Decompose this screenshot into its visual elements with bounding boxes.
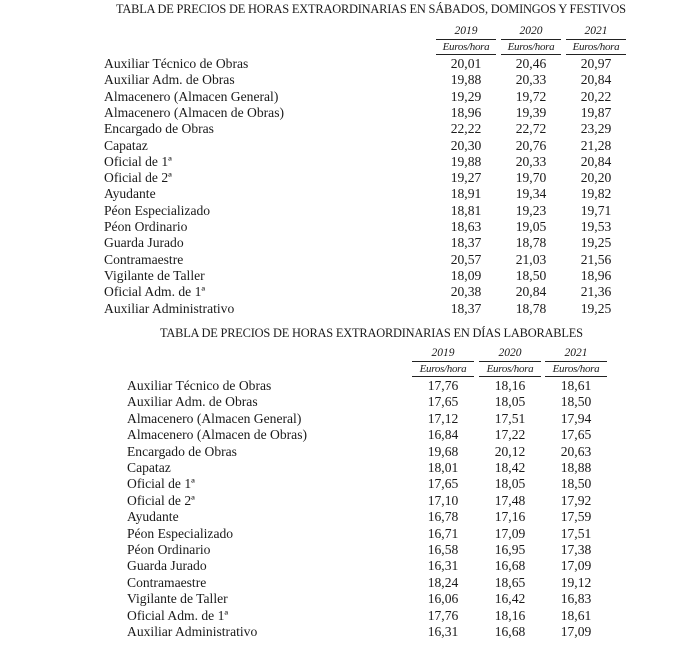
cell-value: 17,92 (560, 492, 592, 508)
cell-value: 17,22 (494, 427, 526, 443)
cell-value: 20,01 (450, 56, 482, 71)
cell-value: 17,16 (494, 509, 526, 525)
table-row (127, 624, 607, 640)
cell-value: 21,56 (580, 251, 612, 267)
row-label: Oficial de 2ª (104, 170, 172, 186)
cell-value: 18,50 (560, 394, 592, 410)
table-row (104, 89, 626, 105)
row-label: Auxiliar Adm. de Obras (127, 394, 258, 410)
table-row (127, 476, 607, 492)
cell-value: 17,76 (427, 607, 459, 623)
cell-value: 19,23 (515, 202, 547, 218)
table-row (104, 56, 626, 72)
cell-value: 18,50 (515, 267, 547, 283)
table-row (127, 575, 607, 591)
cell-value: 19,34 (515, 186, 547, 202)
cell-value: 18,91 (450, 186, 482, 202)
table-row (127, 427, 607, 443)
table-row (104, 301, 626, 317)
column-header-2 (566, 25, 626, 55)
row-label: Péon Ordinario (127, 542, 211, 557)
row-label: Auxiliar Adm. de Obras (104, 72, 235, 88)
table-row (104, 252, 626, 268)
cell-value: 21,03 (515, 251, 547, 267)
row-label: Oficial Adm. de 1ª (104, 284, 206, 300)
row-label: Almacenero (Almacen de Obras) (127, 427, 308, 443)
column-unit: Euros/hora (501, 40, 561, 55)
table-row (104, 186, 626, 202)
row-label: Almacenero (Almacen de Obras) (104, 104, 285, 120)
cell-value: 16,83 (560, 591, 592, 607)
row-label: Almacenero (Almacen General) (127, 410, 302, 426)
row-label: Auxiliar Administrativo (104, 300, 235, 316)
cell-value: 21,36 (580, 284, 612, 300)
cell-value: 18,16 (494, 607, 526, 623)
row-label: Oficial Adm. de 1ª (127, 607, 229, 623)
cell-value: 20,46 (515, 56, 547, 71)
cell-value: 16,68 (494, 558, 526, 574)
cell-value: 17,51 (560, 525, 592, 541)
cell-value: 20,76 (515, 137, 547, 153)
row-label: Contramaestre (104, 251, 184, 267)
cell-value: 19,72 (515, 88, 547, 104)
table-row (104, 170, 626, 186)
cell-value: 22,22 (450, 121, 482, 137)
row-label: Guarda Jurado (127, 558, 207, 574)
column-unit: Euros/hora (479, 362, 541, 377)
column-unit: Euros/hora (566, 40, 626, 55)
column-year: 2019 (412, 347, 474, 362)
column-year: 2019 (436, 25, 496, 40)
row-label: Ayudante (127, 509, 179, 525)
cell-value: 19,29 (450, 88, 482, 104)
row-label: Vigilante de Taller (104, 267, 205, 283)
cell-value: 18,05 (494, 394, 526, 410)
cell-value: 16,06 (427, 591, 459, 607)
table-row (104, 105, 626, 121)
table-row (127, 444, 607, 460)
table-row (104, 219, 626, 235)
column-header-1 (479, 347, 541, 377)
column-year: 2020 (479, 347, 541, 362)
cell-value: 20,30 (450, 137, 482, 153)
cell-value: 18,37 (450, 235, 482, 251)
cell-value: 20,33 (515, 153, 547, 169)
cell-value: 18,96 (580, 267, 612, 283)
row-label: Contramaestre (127, 574, 207, 590)
cell-value: 16,31 (427, 624, 459, 639)
cell-value: 19,71 (580, 202, 612, 218)
cell-value: 16,31 (427, 558, 459, 574)
cell-value: 20,12 (494, 443, 526, 459)
row-label: Péon Especializado (104, 202, 211, 218)
column-year: 2021 (566, 25, 626, 40)
cell-value: 18,50 (560, 476, 592, 492)
table-row (127, 378, 607, 394)
column-header-0 (436, 25, 496, 55)
column-header-0 (412, 347, 474, 377)
row-label: Oficial de 1ª (104, 153, 172, 169)
cell-value: 19,68 (427, 443, 459, 459)
cell-value: 19,82 (580, 186, 612, 202)
cell-value: 19,70 (515, 170, 547, 186)
cell-value: 18,78 (515, 235, 547, 251)
cell-value: 17,94 (560, 410, 592, 426)
cell-value: 16,68 (494, 624, 526, 639)
cell-value: 17,51 (494, 410, 526, 426)
cell-value: 19,25 (580, 300, 612, 316)
cell-value: 18,88 (560, 460, 592, 475)
table-row (104, 154, 626, 170)
cell-value: 16,71 (427, 525, 459, 541)
row-label: Oficial de 2ª (127, 492, 195, 508)
column-year: 2020 (501, 25, 561, 40)
row-label: Péon Ordinario (104, 219, 188, 234)
cell-value: 20,22 (580, 88, 612, 104)
cell-value: 17,09 (560, 558, 592, 574)
cell-value: 19,12 (560, 574, 592, 590)
row-label: Capataz (127, 460, 171, 475)
column-unit: Euros/hora (436, 40, 496, 55)
table-row (104, 284, 626, 300)
cell-value: 17,38 (560, 542, 592, 557)
cell-value: 19,25 (580, 235, 612, 251)
cell-value: 18,61 (560, 607, 592, 623)
cell-value: 22,72 (515, 121, 547, 137)
column-header-2 (545, 347, 607, 377)
row-label: Auxiliar Administrativo (127, 624, 258, 639)
row-label: Oficial de 1ª (127, 476, 195, 492)
table-row (127, 526, 607, 542)
table-row (127, 493, 607, 509)
cell-value: 17,48 (494, 492, 526, 508)
row-label: Auxiliar Técnico de Obras (104, 56, 249, 71)
column-year: 2021 (545, 347, 607, 362)
table-row (104, 203, 626, 219)
cell-value: 20,33 (515, 72, 547, 88)
cell-value: 16,95 (494, 542, 526, 557)
cell-value: 17,65 (427, 476, 459, 492)
row-label: Auxiliar Técnico de Obras (127, 378, 272, 393)
cell-value: 16,78 (427, 509, 459, 525)
cell-value: 18,01 (427, 460, 459, 475)
table-row (127, 411, 607, 427)
cell-value: 18,05 (494, 476, 526, 492)
cell-value: 18,96 (450, 104, 482, 120)
cell-value: 20,57 (450, 251, 482, 267)
cell-value: 20,20 (580, 170, 612, 186)
row-label: Ayudante (104, 186, 156, 202)
cell-value: 18,65 (494, 574, 526, 590)
cell-value: 17,09 (494, 525, 526, 541)
cell-value: 16,42 (494, 591, 526, 607)
table-row (104, 121, 626, 137)
table-row (127, 591, 607, 607)
cell-value: 18,81 (450, 202, 482, 218)
cell-value: 19,05 (515, 219, 547, 234)
cell-value: 18,37 (450, 300, 482, 316)
cell-value: 20,63 (560, 443, 592, 459)
cell-value: 17,09 (560, 624, 592, 639)
cell-value: 20,97 (580, 56, 612, 71)
cell-value: 17,59 (560, 509, 592, 525)
cell-value: 19,87 (580, 104, 612, 120)
cell-value: 17,65 (427, 394, 459, 410)
row-label: Encargado de Obras (127, 443, 237, 459)
table-row (104, 72, 626, 88)
table-row (127, 394, 607, 410)
cell-value: 18,16 (494, 378, 526, 393)
cell-value: 20,84 (515, 284, 547, 300)
cell-value: 18,42 (494, 460, 526, 475)
table-row (104, 268, 626, 284)
cell-value: 20,84 (580, 153, 612, 169)
cell-value: 17,65 (560, 427, 592, 443)
table1-title: TABLA DE PRECIOS DE HORAS EXTRAORDINARIAS EN SÁBADOS, DOMINGOS Y FESTIVOS (116, 2, 626, 16)
row-label: Guarda Jurado (104, 235, 184, 251)
cell-value: 18,63 (450, 219, 482, 234)
column-unit: Euros/hora (545, 362, 607, 377)
table2-title: TABLA DE PRECIOS DE HORAS EXTRAORDINARIAS EN DÍAS LABORABLES (160, 326, 583, 340)
cell-value: 17,10 (427, 492, 459, 508)
column-unit: Euros/hora (412, 362, 474, 377)
cell-value: 16,84 (427, 427, 459, 443)
table-row (127, 460, 607, 476)
row-label: Vigilante de Taller (127, 591, 228, 607)
table-row (104, 235, 626, 251)
cell-value: 18,78 (515, 300, 547, 316)
table-row (127, 542, 607, 558)
cell-value: 18,24 (427, 574, 459, 590)
cell-value: 21,28 (580, 137, 612, 153)
cell-value: 19,88 (450, 153, 482, 169)
row-label: Encargado de Obras (104, 121, 214, 137)
column-header-1 (501, 25, 561, 55)
cell-value: 17,76 (427, 378, 459, 393)
cell-value: 16,58 (427, 542, 459, 557)
cell-value: 20,84 (580, 72, 612, 88)
table-row (127, 509, 607, 525)
cell-value: 19,88 (450, 72, 482, 88)
cell-value: 18,09 (450, 267, 482, 283)
row-label: Capataz (104, 137, 148, 153)
cell-value: 19,53 (580, 219, 612, 234)
cell-value: 17,12 (427, 410, 459, 426)
cell-value: 23,29 (580, 121, 612, 137)
cell-value: 19,39 (515, 104, 547, 120)
cell-value: 19,27 (450, 170, 482, 186)
row-label: Péon Especializado (127, 525, 234, 541)
table-row (127, 608, 607, 624)
table-row (127, 558, 607, 574)
cell-value: 18,61 (560, 378, 592, 393)
row-label: Almacenero (Almacen General) (104, 88, 279, 104)
table-row (104, 138, 626, 154)
cell-value: 20,38 (450, 284, 482, 300)
